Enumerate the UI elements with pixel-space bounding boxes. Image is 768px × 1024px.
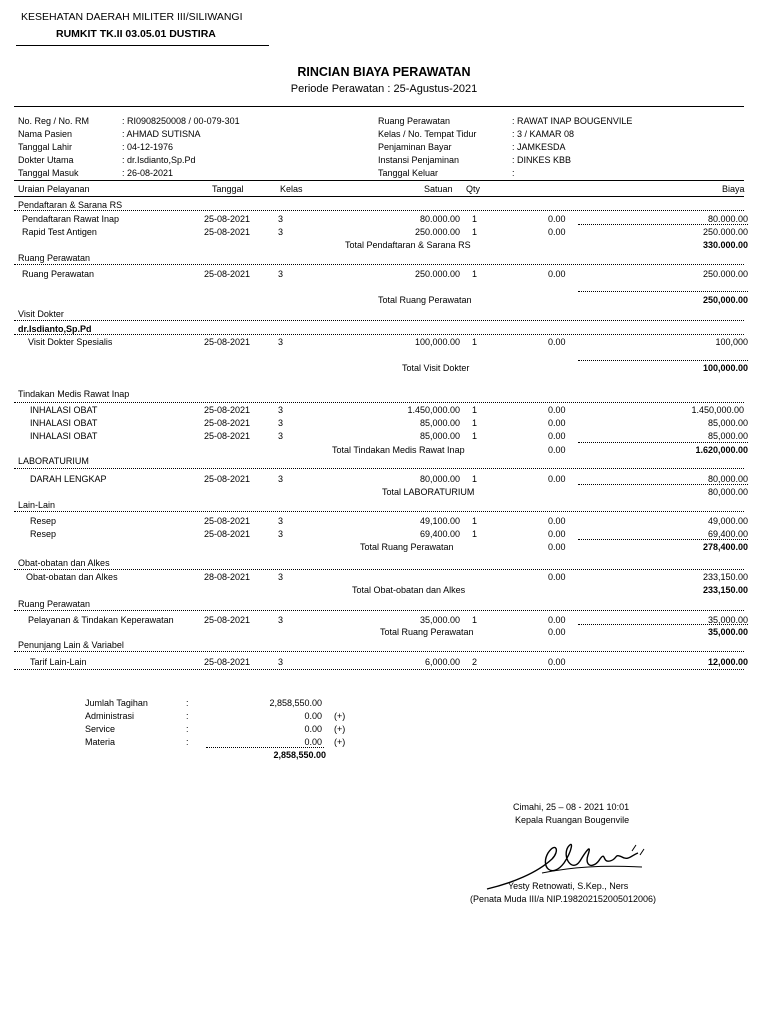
payer-value: : JAMKESDA — [512, 142, 566, 152]
summary-colon: : — [186, 737, 189, 747]
section-total: 330.000.00 — [702, 240, 748, 250]
service-date: 25-08-2021 — [204, 214, 251, 224]
doctor-label: Dokter Utama — [18, 155, 74, 165]
service-date: 25-08-2021 — [204, 227, 251, 237]
cost: 250.000.00 — [702, 269, 748, 279]
payer-label: Penjaminan Bayar — [378, 142, 452, 152]
cost-rule — [578, 360, 748, 361]
title-divider — [14, 106, 744, 107]
discount: 0.00 — [548, 214, 566, 224]
service-date: 25-08-2021 — [204, 516, 251, 526]
col-service: Uraian Pelayanan — [18, 184, 90, 194]
service-class: 3 — [278, 529, 284, 539]
unit-price: 80.000.00 — [419, 214, 460, 224]
section-rule — [14, 511, 744, 512]
quantity: 2 — [472, 657, 478, 667]
unit-price: 35,000.00 — [419, 615, 460, 625]
section-heading: Ruang Perawatan — [18, 253, 91, 263]
section-total-label: Total Ruang Perawatan — [378, 295, 472, 305]
document-period: Periode Perawatan : 25-Agustus-2021 — [290, 83, 478, 95]
cost: 250.000.00 — [702, 227, 748, 237]
summary-sign: (+) — [334, 724, 346, 734]
section-total-label: Total Ruang Perawatan — [360, 542, 454, 552]
section-heading: Visit Dokter — [18, 309, 64, 319]
service-name: Obat-obatan dan Alkes — [26, 572, 118, 582]
section-total-discount: 0.00 — [548, 542, 566, 552]
unit-price: 100,000.00 — [414, 337, 460, 347]
col-qty: Qty — [466, 184, 481, 194]
quantity: 1 — [472, 474, 478, 484]
discharge-value: : — [512, 168, 515, 178]
cost: 85,000.00 — [707, 431, 748, 441]
section-heading: Pendaftaran & Sarana RS — [18, 200, 123, 210]
cost: 233,150.00 — [702, 572, 748, 582]
discount: 0.00 — [548, 657, 566, 667]
section-rule — [14, 334, 744, 335]
summary-value: 0.00 — [304, 724, 322, 734]
service-name: INHALASI OBAT — [30, 405, 98, 415]
cost: 80.000.00 — [707, 214, 748, 224]
reg-value: : RI0908250008 / 00-079-301 — [122, 116, 240, 126]
discount: 0.00 — [548, 572, 566, 582]
col-unit: Satuan — [424, 184, 453, 194]
summary-colon: : — [186, 698, 189, 708]
cost-rule — [578, 624, 748, 625]
section-total: 278,400.00 — [702, 542, 748, 552]
dob-label: Tanggal Lahir — [18, 142, 73, 152]
admit-value: : 26-08-2021 — [122, 168, 174, 178]
section-total-label: Total Obat-obatan dan Alkes — [352, 585, 466, 595]
service-class: 3 — [278, 572, 284, 582]
section-total-label: Total LABORATURIUM — [382, 487, 475, 497]
unit-price: 49,100.00 — [419, 516, 460, 526]
ward-label: Ruang Perawatan — [378, 116, 451, 126]
document-title: RINCIAN BIAYA PERAWATAN — [297, 65, 471, 79]
service-date: 25-08-2021 — [204, 405, 251, 415]
signer-name: Yesty Retnowati, S.Kep., Ners — [508, 881, 629, 891]
name-label: Nama Pasien — [18, 129, 73, 139]
section-heading: Ruang Perawatan — [18, 599, 91, 609]
service-date: 25-08-2021 — [204, 474, 251, 484]
unit-price: 85,000.00 — [419, 418, 460, 428]
section-total: 100,000.00 — [702, 363, 748, 373]
summary-sign: (+) — [334, 711, 346, 721]
service-name: DARAH LENGKAP — [30, 474, 107, 484]
section-rule — [14, 402, 744, 403]
summary-colon: : — [186, 711, 189, 721]
summary-label: Service — [85, 724, 116, 734]
service-class: 3 — [278, 418, 284, 428]
cost: 69,400.00 — [707, 529, 748, 539]
service-class: 3 — [278, 337, 284, 347]
section-total-discount: 0.00 — [548, 627, 566, 637]
section-total-label: Total Pendaftaran & Sarana RS — [345, 240, 471, 250]
section-total: 35,000.00 — [707, 627, 748, 637]
bed-label: Kelas / No. Tempat Tidur — [378, 129, 477, 139]
cost-rule — [578, 442, 748, 443]
section-total: 80,000.00 — [707, 487, 748, 497]
service-class: 3 — [278, 405, 284, 415]
reg-label: No. Reg / No. RM — [18, 116, 90, 126]
service-name: Pendaftaran Rawat Inap — [22, 214, 120, 224]
sign-position: Kepala Ruangan Bougenvile — [515, 815, 630, 825]
discount: 0.00 — [548, 337, 566, 347]
cost: 35,000.00 — [707, 615, 748, 625]
section-total-discount: 0.00 — [548, 445, 566, 455]
cost-rule — [578, 291, 748, 292]
cost: 12,000.00 — [707, 657, 748, 667]
section-heading: Penunjang Lain & Variabel — [18, 640, 124, 650]
service-name: Rapid Test Antigen — [22, 227, 97, 237]
summary-value: 0.00 — [304, 737, 322, 747]
bed-value: : 3 / KAMAR 08 — [512, 129, 575, 139]
summary-value: 0.00 — [304, 711, 322, 721]
table-end-rule — [14, 669, 744, 670]
discount: 0.00 — [548, 418, 566, 428]
unit-price: 69,400.00 — [419, 529, 460, 539]
section-rule — [14, 210, 744, 211]
cost-rule — [578, 539, 748, 540]
service-class: 3 — [278, 214, 284, 224]
service-class: 3 — [278, 474, 284, 484]
col-date: Tanggal — [212, 184, 244, 194]
institution-label: Instansi Penjaminan — [378, 155, 460, 165]
summary-rule — [206, 747, 324, 748]
quantity: 1 — [472, 227, 478, 237]
section-rule — [14, 320, 744, 321]
quantity: 1 — [472, 214, 478, 224]
section-total: 1.620,000.00 — [695, 445, 748, 455]
service-class: 3 — [278, 431, 284, 441]
ward-value: : RAWAT INAP BOUGENVILE — [512, 116, 633, 126]
service-date: 25-08-2021 — [204, 269, 251, 279]
service-name: Pelayanan & Tindakan Keperawatan — [28, 615, 174, 625]
hospital-name: RUMKIT TK.II 03.05.01 DUSTIRA — [56, 28, 216, 40]
service-date: 25-08-2021 — [204, 615, 251, 625]
unit-price: 250.000.00 — [414, 269, 460, 279]
org-name: KESEHATAN DAERAH MILITER III/SILIWANGI — [21, 11, 243, 23]
unit-price: 1.450,000.00 — [407, 405, 460, 415]
service-name: Resep — [30, 516, 57, 526]
doctor-value: : dr.Isdianto,Sp.Pd — [122, 155, 196, 165]
unit-price: 250.000.00 — [414, 227, 460, 237]
header-underline — [16, 45, 269, 46]
summary-label: Administrasi — [85, 711, 135, 721]
unit-price: 80,000.00 — [419, 474, 460, 484]
summary-value: 2,858,550.00 — [269, 698, 322, 708]
service-date: 25-08-2021 — [204, 529, 251, 539]
unit-price: 85,000.00 — [419, 431, 460, 441]
service-class: 3 — [278, 269, 284, 279]
section-rule — [14, 468, 744, 469]
summary-label: Jumlah Tagihan — [85, 698, 148, 708]
service-class: 3 — [278, 615, 284, 625]
discount: 0.00 — [548, 405, 566, 415]
service-name: Visit Dokter Spesialis — [28, 337, 113, 347]
section-heading: LABORATURIUM — [18, 456, 89, 466]
summary-sign: (+) — [334, 737, 346, 747]
service-name: Ruang Perawatan — [22, 269, 95, 279]
quantity: 1 — [472, 529, 478, 539]
col-class: Kelas — [280, 184, 303, 194]
summary-colon: : — [186, 724, 189, 734]
quantity: 1 — [472, 516, 478, 526]
discount: 0.00 — [548, 516, 566, 526]
cost: 49,000.00 — [707, 516, 748, 526]
cost: 80,000.00 — [707, 474, 748, 484]
unit-price: 6,000.00 — [424, 657, 460, 667]
quantity: 1 — [472, 269, 478, 279]
service-class: 3 — [278, 516, 284, 526]
section-total-label: Total Ruang Perawatan — [380, 627, 474, 637]
service-date: 28-08-2021 — [204, 572, 251, 582]
admit-label: Tanggal Masuk — [18, 168, 79, 178]
section-rule — [14, 610, 744, 611]
service-name: INHALASI OBAT — [30, 431, 98, 441]
cost-rule — [578, 484, 748, 485]
section-total: 233,150.00 — [702, 585, 748, 595]
section-total-label: Total Tindakan Medis Rawat Inap — [332, 445, 465, 455]
header-bottom-rule — [14, 196, 744, 197]
cost: 100,000 — [715, 337, 748, 347]
section-total-label: Total Visit Dokter — [402, 363, 470, 373]
quantity: 1 — [472, 418, 478, 428]
grand-total: 2,858,550.00 — [273, 750, 326, 760]
service-class: 3 — [278, 227, 284, 237]
service-name: INHALASI OBAT — [30, 418, 98, 428]
dob-value: : 04-12-1976 — [122, 142, 174, 152]
section-rule — [14, 264, 744, 265]
quantity: 1 — [472, 615, 478, 625]
service-name: Resep — [30, 529, 57, 539]
name-value: : AHMAD SUTISNA — [122, 129, 201, 139]
section-heading: Tindakan Medis Rawat Inap — [18, 389, 130, 399]
discount: 0.00 — [548, 474, 566, 484]
service-date: 25-08-2021 — [204, 657, 251, 667]
service-name: Tarif Lain-Lain — [30, 657, 87, 667]
col-cost: Biaya — [722, 184, 745, 194]
section-heading: Lain-Lain — [18, 500, 56, 510]
section-heading: Obat-obatan dan Alkes — [18, 558, 110, 568]
discount: 0.00 — [548, 529, 566, 539]
discount: 0.00 — [548, 431, 566, 441]
institution-value: : DINKES KBB — [512, 155, 572, 165]
discount: 0.00 — [548, 615, 566, 625]
service-date: 25-08-2021 — [204, 418, 251, 428]
discount: 0.00 — [548, 227, 566, 237]
header-top-rule — [14, 180, 744, 181]
quantity: 1 — [472, 337, 478, 347]
discount: 0.00 — [548, 269, 566, 279]
service-class: 3 — [278, 657, 284, 667]
summary-label: Materia — [85, 737, 116, 747]
service-date: 25-08-2021 — [204, 337, 251, 347]
sign-place-date: Cimahi, 25 – 08 - 2021 10:01 — [513, 802, 630, 812]
section-total: 250,000.00 — [702, 295, 748, 305]
section-rule — [14, 651, 744, 652]
discharge-label: Tanggal Keluar — [378, 168, 439, 178]
section-rule — [14, 569, 744, 570]
service-date: 25-08-2021 — [204, 431, 251, 441]
cost: 85,000.00 — [707, 418, 748, 428]
quantity: 1 — [472, 431, 478, 441]
signer-rank: (Penata Muda III/a NIP.198202152005012006) — [470, 894, 656, 904]
cost: 1.450,000.00 — [691, 405, 744, 415]
quantity: 1 — [472, 405, 478, 415]
cost-rule — [578, 224, 748, 225]
doctor-subheading: dr.Isdianto,Sp.Pd — [18, 324, 92, 334]
